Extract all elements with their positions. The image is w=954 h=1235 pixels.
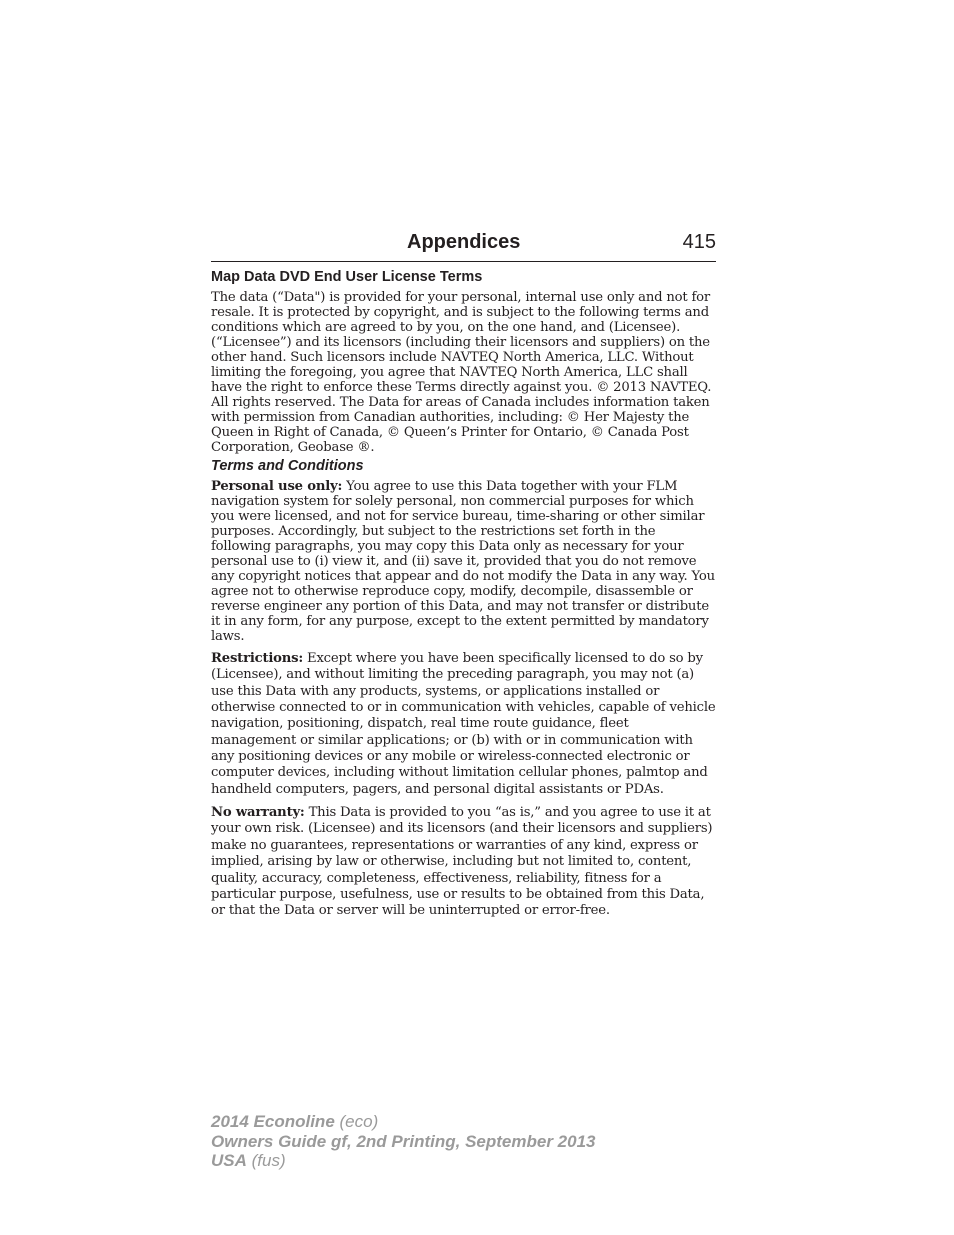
- personal-use-label: Personal use only:: [211, 478, 343, 494]
- footer-region-line: [211, 1151, 595, 1171]
- footer-guide: Owners Guide gf, 2nd Printing, September 2013: [211, 1131, 596, 1151]
- page-header: [211, 229, 716, 262]
- footer-region: USA: [211, 1151, 247, 1170]
- no-warranty-text: This Data is provided to you “as is,” and you agree to use it at your own risk. (Licensee) and its licensors (and their licensors and suppliers) make no guarantees, representations or warranties of any kind, express or implied, arising by law or otherwise, including but not limited to, content, quality, accuracy, completeness, effectiveness, reliability, fitness for a particular purpose, usefulness, use or results to be obtained from this Data, or that the Data or server will be uninterrupted or error-free.: [211, 805, 713, 919]
- footer-model: 2014 Econoline: [211, 1112, 335, 1131]
- page-title: Appendices: [407, 231, 521, 253]
- restrictions-label: Restrictions:: [211, 651, 304, 667]
- intro-paragraph: The data (“Data") is provided for your personal, internal use only and not for resale. It is protected by copyright, and is subject to the following terms and conditions which are agreed to by you, on the one hand, and (Licensee). (“Licensee”) and its licensors (including their licensors and suppliers) on the other hand. Such licensors include NAVTEQ North America, LLC. Without limiting the foregoing, you agree that NAVTEQ North America, LLC shall have the right to enforce these Terms directly against you. © 2013 NAVTEQ. All rights reserved. The Data for areas of Canada includes information taken with permission from Canadian authorities, including: © Her Majesty the Queen in Right of Canada, © Queen’s Printer for Ontario, © Canada Post Corporation, Geobase ®.: [211, 290, 712, 456]
- page-content: [211, 267, 716, 920]
- page-number: 415: [682, 231, 716, 253]
- no-warranty-paragraph: [211, 805, 716, 919]
- personal-use-text: You agree to use this Data together with your FLM navigation system for solely personal, non commercial purposes for which you were licensed, and not for service bureau, time-sharing or other similar purposes. Accordingly, but subject to the restrictions set forth in the following paragraphs, you may copy this Data only as necessary for your personal use to (i) view it, and (ii) save it, provided that you do not remove any copyright notices that appear and do not modify the Data in any way. You agree not to otherwise reproduce copy, modify, decompile, disassemble or reverse engineer any portion of this Data, and may not transfer or distribute it in any form, for any purpose, except to the extent permitted by mandatory laws.: [211, 478, 715, 644]
- restrictions-text: Except where you have been specifically licensed to do so by (Licensee), and without limiting the preceding paragraph, you may not (a) use this Data with any products, systems, or applications installed or otherwise connected to or in communication with vehicles, capable of vehicle navigation, positioning, dispatch, real time route guidance, fleet management or similar applications; or (b) with or in communication with any positioning devices or any mobile or wireless-connected electronic or computer devices, including without limitation cellular phones, palmtop and handheld computers, pagers, and personal digital assistants or PDAs.: [211, 651, 716, 797]
- footer-guide-line: [211, 1132, 595, 1152]
- page-footer: [211, 1112, 595, 1171]
- terms-heading: Terms and Conditions: [211, 457, 364, 474]
- footer-model-line: [211, 1112, 595, 1132]
- restrictions-paragraph: [211, 651, 716, 798]
- personal-use-paragraph: [211, 479, 716, 645]
- footer-region-code: (fus): [251, 1151, 286, 1170]
- footer-model-code: (eco): [339, 1112, 379, 1131]
- section-title: Map Data DVD End User License Terms: [211, 269, 483, 285]
- no-warranty-label: No warranty:: [211, 805, 305, 821]
